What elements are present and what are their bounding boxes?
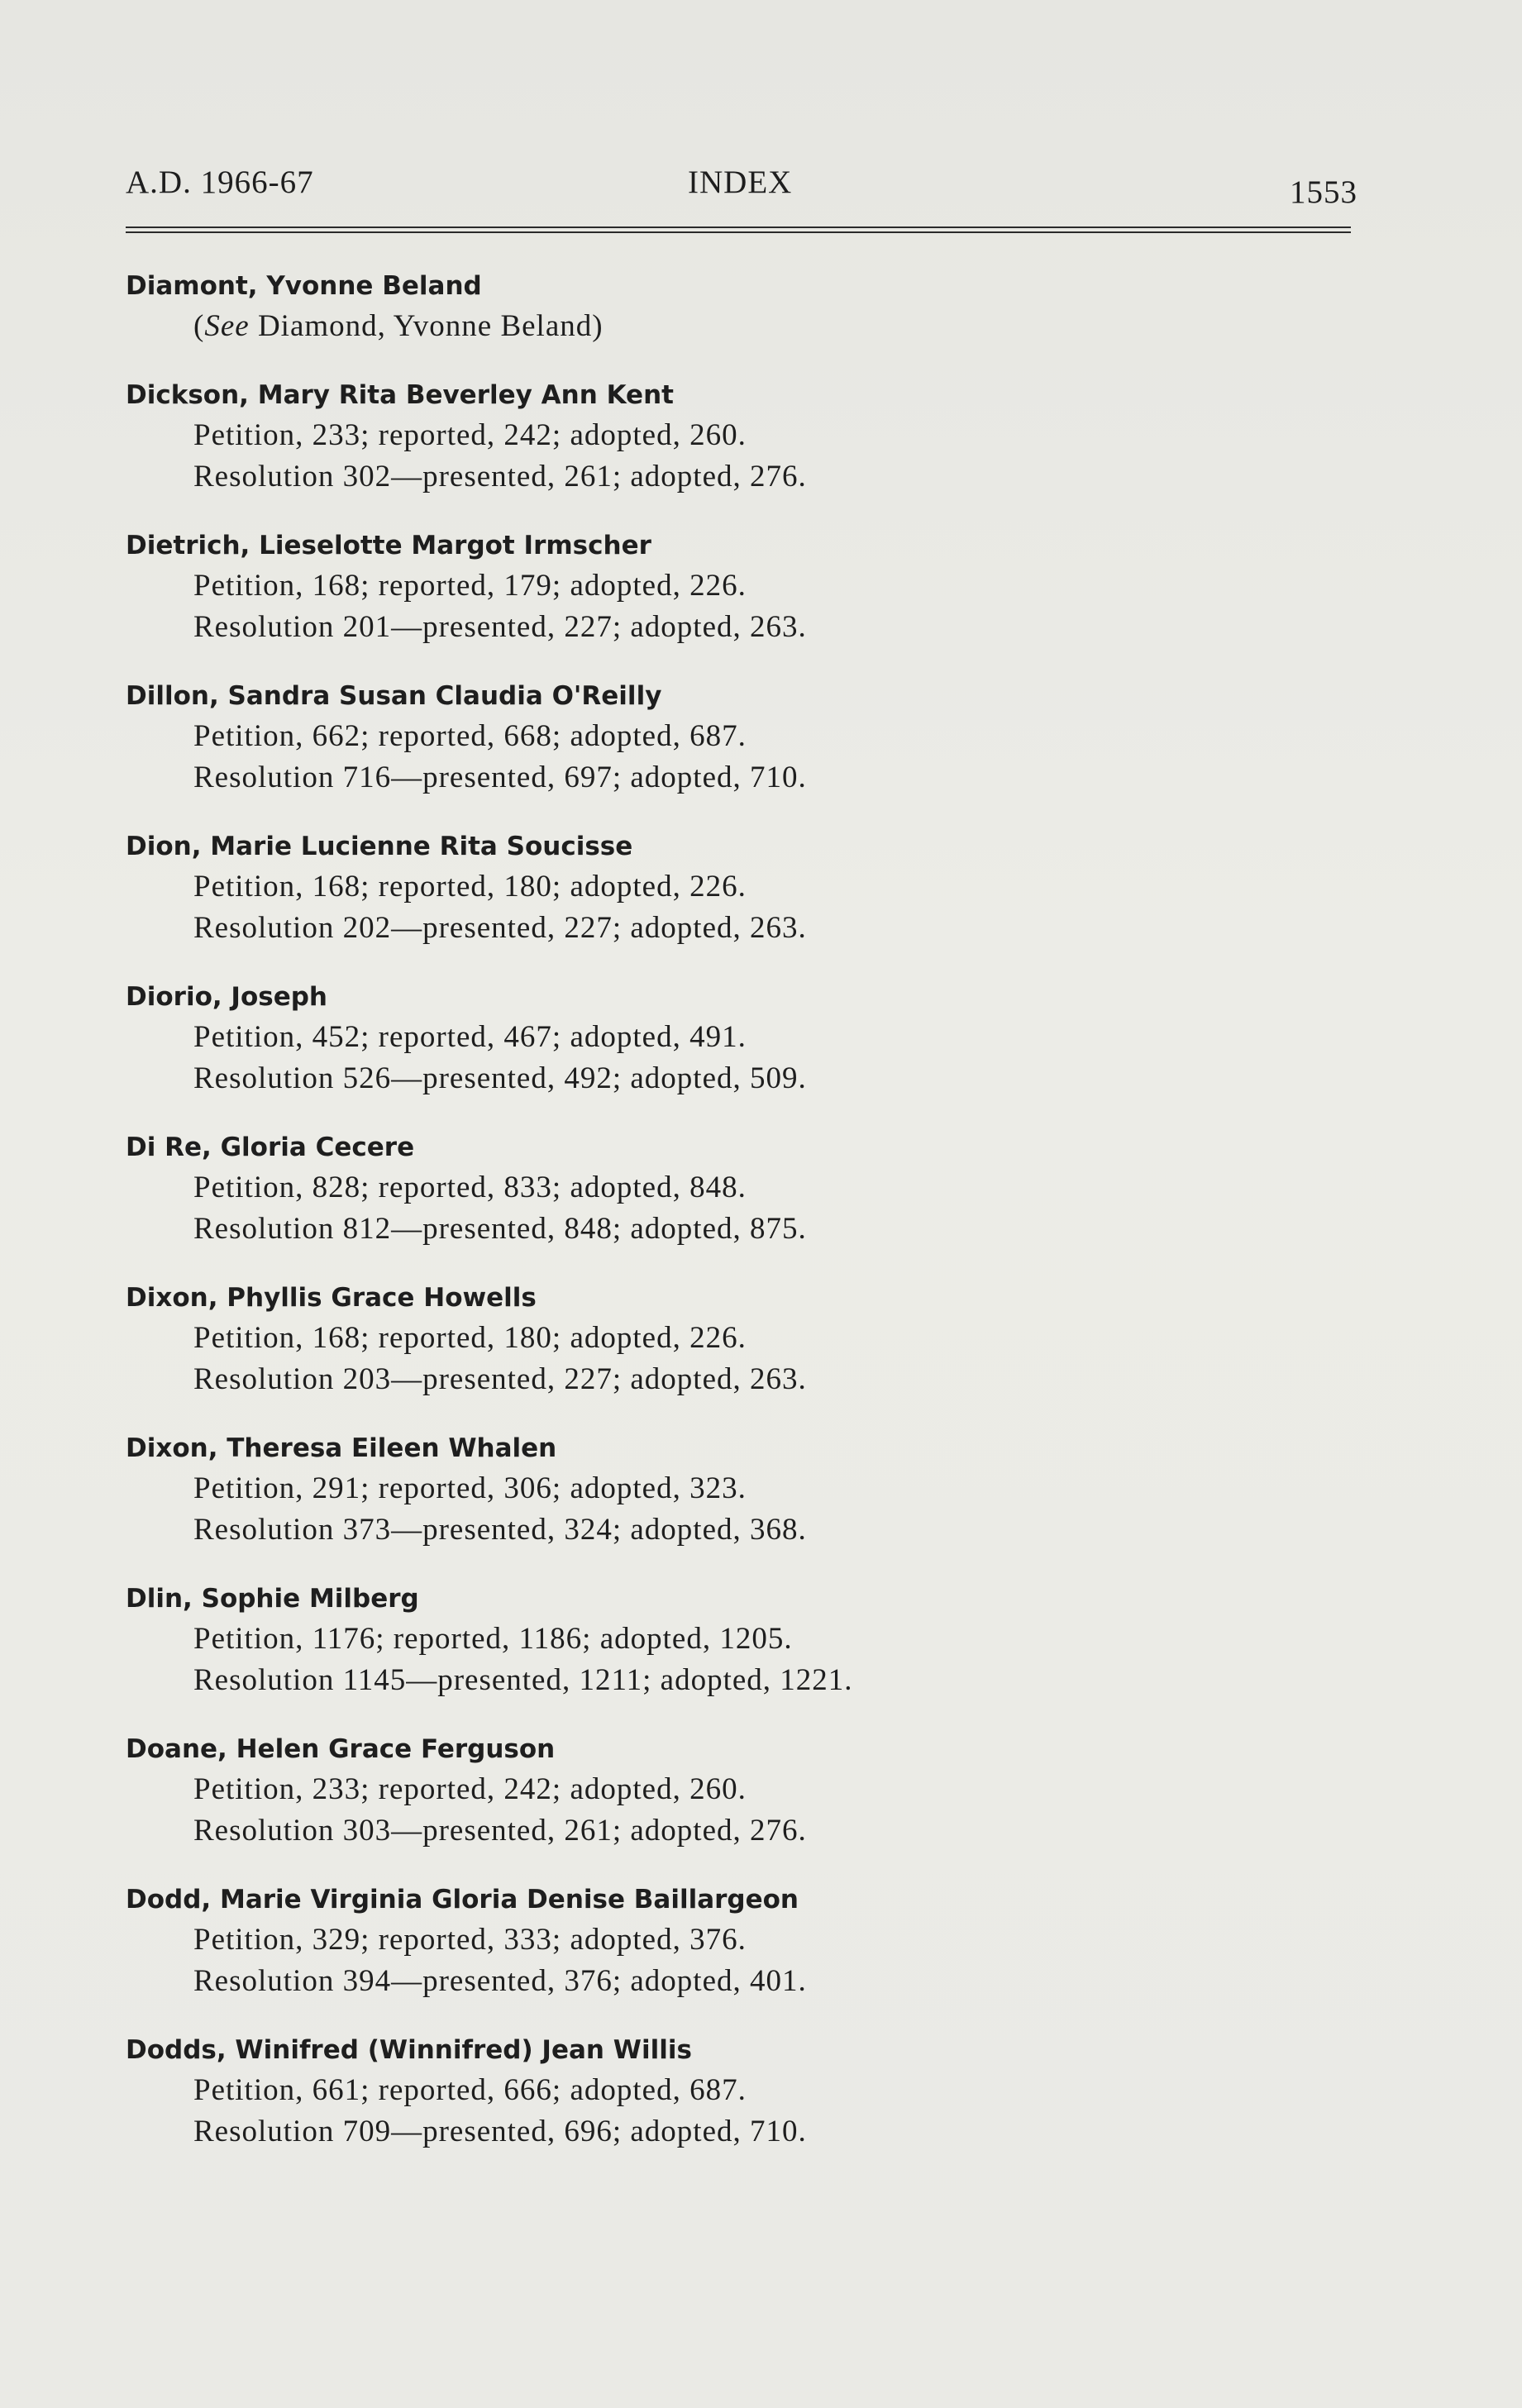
header-double-rule bbox=[126, 226, 1351, 233]
section-title: INDEX bbox=[688, 165, 793, 200]
resolution-line: Resolution 1145—presented, 1211; adopted, 1221. bbox=[193, 1663, 853, 1697]
running-head bbox=[126, 164, 1357, 213]
resolution-line: Resolution 709—presented, 696; adopted, 710. bbox=[193, 2115, 807, 2148]
entry-name: Dion, Marie Lucienne Rita Soucisse bbox=[126, 832, 633, 861]
entry-name: Dietrich, Lieselotte Margot Irmscher bbox=[126, 531, 651, 560]
entry-name: Dodds, Winifred (Winnifred) Jean Willis bbox=[126, 2035, 692, 2065]
resolution-line: Resolution 394—presented, 376; adopted, 401. bbox=[193, 1964, 807, 1998]
cross-reference: (See Diamond, Yvonne Beland) bbox=[193, 309, 604, 343]
resolution-line: Resolution 812—presented, 848; adopted, 875. bbox=[193, 1212, 807, 1246]
index-entry bbox=[126, 1428, 1283, 1551]
petition-line: Petition, 168; reported, 180; adopted, 226. bbox=[193, 870, 747, 904]
entry-name: Dixon, Theresa Eileen Whalen bbox=[126, 1433, 557, 1463]
petition-line: Petition, 1176; reported, 1186; adopted, 1205. bbox=[193, 1622, 793, 1656]
index-entry bbox=[126, 827, 1283, 949]
index-entry bbox=[126, 1278, 1283, 1400]
index-entry bbox=[126, 1729, 1283, 1852]
index-entry bbox=[126, 1880, 1283, 2002]
resolution-line: Resolution 303—presented, 261; adopted, 276. bbox=[193, 1814, 807, 1848]
petition-line: Petition, 662; reported, 668; adopted, 687. bbox=[193, 719, 747, 753]
see-word: See bbox=[204, 309, 250, 343]
entry-name: Doane, Helen Grace Ferguson bbox=[126, 1734, 556, 1764]
entry-name: Dillon, Sandra Susan Claudia O'Reilly bbox=[126, 681, 662, 711]
resolution-line: Resolution 716—presented, 697; adopted, 710. bbox=[193, 761, 807, 794]
resolution-line: Resolution 526—presented, 492; adopted, 509. bbox=[193, 1061, 807, 1095]
resolution-line: Resolution 203—presented, 227; adopted, 263. bbox=[193, 1362, 807, 1396]
index-entry bbox=[126, 977, 1283, 1099]
petition-line: Petition, 452; reported, 467; adopted, 491. bbox=[193, 1020, 747, 1054]
entry-name: Diorio, Joseph bbox=[126, 982, 328, 1012]
resolution-line: Resolution 373—presented, 324; adopted, 368. bbox=[193, 1513, 807, 1547]
cross-reference-target: Diamond, Yvonne Beland) bbox=[257, 309, 604, 343]
entry-name: Dickson, Mary Rita Beverley Ann Kent bbox=[126, 380, 674, 410]
index-entry bbox=[126, 1579, 1283, 1701]
page-number: 1553 bbox=[1290, 174, 1357, 210]
entry-name: Dixon, Phyllis Grace Howells bbox=[126, 1283, 537, 1313]
index-entry bbox=[126, 375, 1283, 498]
petition-line: Petition, 168; reported, 180; adopted, 226. bbox=[193, 1321, 747, 1355]
petition-line: Petition, 828; reported, 833; adopted, 848. bbox=[193, 1171, 747, 1204]
resolution-line: Resolution 302—presented, 261; adopted, 276. bbox=[193, 460, 807, 494]
resolution-line: Resolution 202—presented, 227; adopted, 263. bbox=[193, 911, 807, 945]
petition-line: Petition, 291; reported, 306; adopted, 323. bbox=[193, 1471, 747, 1505]
entry-name: Dodd, Marie Virginia Gloria Denise Baillargeon bbox=[126, 1885, 799, 1914]
resolution-line: Resolution 201—presented, 227; adopted, 263. bbox=[193, 610, 807, 644]
petition-line: Petition, 168; reported, 179; adopted, 226. bbox=[193, 569, 747, 603]
index-entries bbox=[126, 266, 1283, 2181]
index-entry bbox=[126, 266, 1283, 347]
entry-name: Diamont, Yvonne Beland bbox=[126, 271, 482, 301]
entry-name: Di Re, Gloria Cecere bbox=[126, 1132, 415, 1162]
index-entry bbox=[126, 2030, 1283, 2153]
petition-line: Petition, 661; reported, 666; adopted, 687. bbox=[193, 2073, 747, 2107]
petition-line: Petition, 233; reported, 242; adopted, 260. bbox=[193, 1772, 747, 1806]
session-years: A.D. 1966-67 bbox=[126, 165, 314, 200]
index-entry bbox=[126, 676, 1283, 799]
entry-name: Dlin, Sophie Milberg bbox=[126, 1584, 419, 1614]
petition-line: Petition, 233; reported, 242; adopted, 260. bbox=[193, 418, 747, 452]
index-entry bbox=[126, 1128, 1283, 1250]
petition-line: Petition, 329; reported, 333; adopted, 376. bbox=[193, 1923, 747, 1957]
index-entry bbox=[126, 526, 1283, 648]
